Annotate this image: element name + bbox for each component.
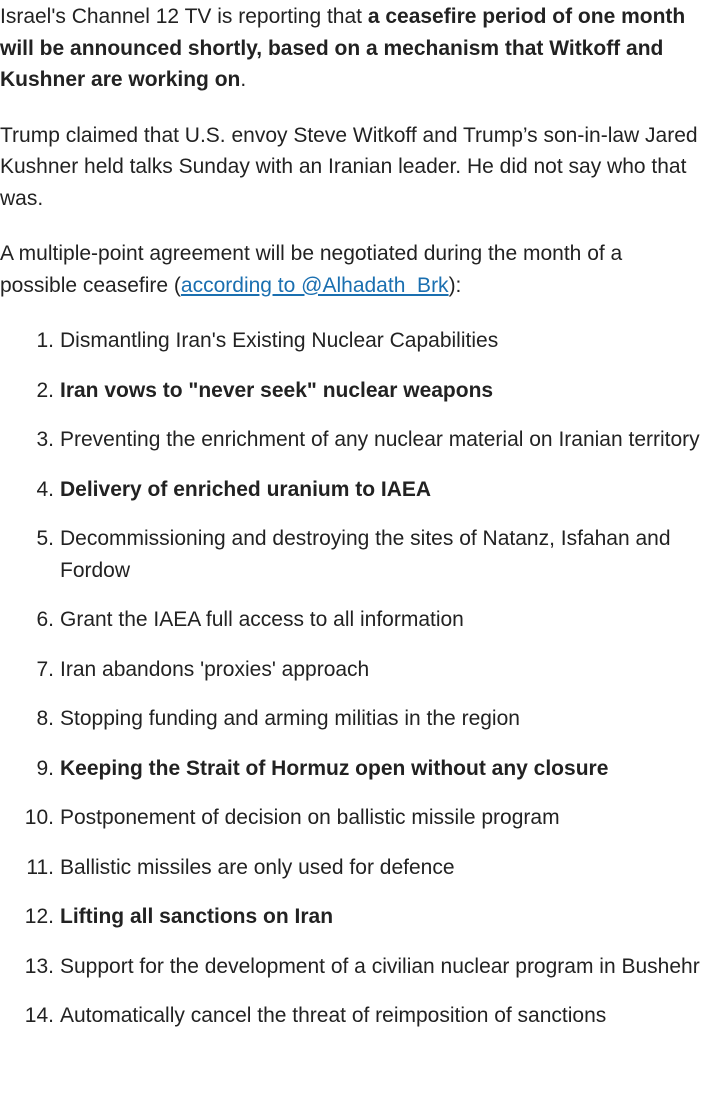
list-item-text: Delivery of enriched uranium to IAEA	[60, 477, 432, 501]
list-item-text: Keeping the Strait of Hormuz open without any closure	[60, 756, 609, 780]
list-item	[0, 802, 700, 834]
agreement-points-list	[0, 325, 700, 1032]
list-item-text: Iran abandons 'proxies' approach	[60, 657, 370, 681]
list-item-number: 5.	[36, 527, 54, 550]
list-item-text: Automatically cancel the threat of reimposition of sanctions	[60, 1004, 607, 1027]
paragraph-agreement	[0, 238, 700, 301]
list-item-number: 13.	[24, 954, 54, 978]
list-item	[0, 901, 700, 933]
p1-bold-text: a ceasefire period of one month will be announced shortly, based on a mechanism that Witkoff and Kushner are working on	[0, 5, 686, 91]
paragraph-trump-claim: Trump claimed that U.S. envoy Steve Witkoff and Trump’s son-in-law Jared Kushner held talks Sunday with an Iranian leader. He did not say who that was.	[0, 123, 698, 210]
list-item	[0, 375, 700, 407]
p3-text: A multiple-point agreement will be negotiated during the month of a possible ceasefire (	[0, 242, 623, 297]
list-item	[0, 325, 700, 357]
list-item	[0, 523, 700, 586]
list-item-text: Support for the development of a civilian nuclear program in Bushehr	[60, 954, 700, 978]
list-item-text: Postponement of decision on ballistic missile program	[60, 806, 560, 829]
list-item	[0, 852, 700, 884]
list-item-number: 11.	[26, 855, 54, 879]
list-item-number: 10.	[24, 806, 54, 829]
list-item-text: Preventing the enrichment of any nuclear material on Iranian territory	[60, 428, 700, 451]
list-item-text: Iran vows to "never seek" nuclear weapons	[60, 378, 494, 402]
list-item-number: 7.	[36, 657, 54, 681]
source-link[interactable]: according to @Alhadath_Brk	[180, 273, 449, 297]
list-item	[0, 753, 700, 785]
article-body	[0, 1, 700, 1032]
list-item	[0, 1000, 700, 1032]
list-item	[0, 654, 700, 686]
list-item-text: Ballistic missiles are only used for defence	[60, 855, 455, 879]
list-item-text: Grant the IAEA full access to all information	[60, 608, 464, 631]
p1-text: Israel's Channel 12 TV is reporting that	[0, 5, 368, 28]
list-item	[0, 424, 700, 456]
list-item-number: 4.	[36, 477, 54, 501]
list-item	[0, 951, 700, 983]
list-item	[0, 474, 700, 506]
list-item-number: 6.	[36, 608, 54, 631]
list-item	[0, 703, 700, 735]
list-item-number: 12.	[24, 905, 54, 928]
p1-end: .	[240, 68, 247, 91]
list-item-number: 3.	[36, 428, 54, 451]
paragraph-channel12	[0, 1, 700, 96]
list-item-number: 9.	[36, 756, 54, 780]
list-item-number: 1.	[36, 329, 54, 352]
list-item-text: Dismantling Iran's Existing Nuclear Capabilities	[60, 329, 499, 352]
p3-end: ):	[448, 273, 462, 297]
list-item-number: 14.	[24, 1004, 54, 1027]
list-item	[0, 604, 700, 636]
list-item-text: Lifting all sanctions on Iran	[60, 905, 334, 928]
list-item-number: 2.	[36, 378, 54, 402]
list-item-number: 8.	[36, 707, 54, 730]
list-item-text: Decommissioning and destroying the sites of Natanz, Isfahan and Fordow	[60, 527, 671, 582]
list-item-text: Stopping funding and arming militias in the region	[60, 707, 520, 730]
